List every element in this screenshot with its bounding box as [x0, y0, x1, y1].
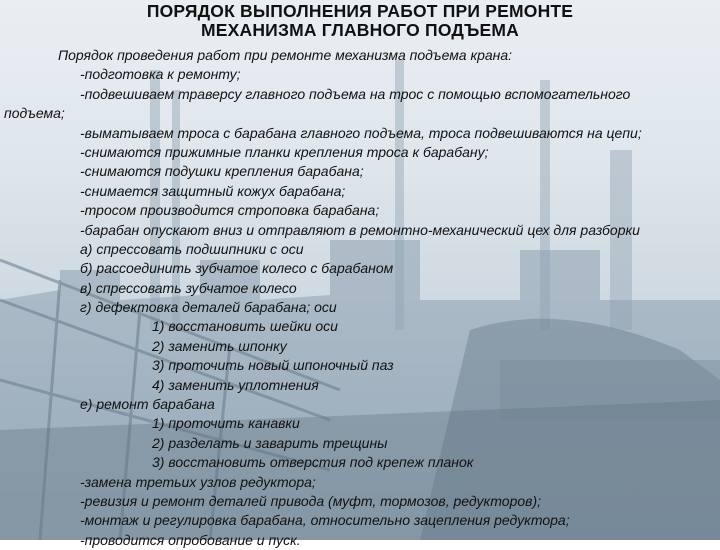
- slide-body: [0, 46, 720, 550]
- list-item: -монтаж и регулировка барабана, относительно зацепления редуктора;: [80, 512, 570, 529]
- sub-item: в) спрессовать зубчатое колесо: [80, 279, 297, 296]
- slide-title: [60, 2, 660, 40]
- list-item: -выматываем троса с барабана главного подъема, троса подвешиваются на цепи;: [80, 124, 642, 141]
- sub-sub-item: 1) восстановить шейки оси: [152, 318, 338, 335]
- list-item: -снимается защитный кожух барабана;: [80, 182, 346, 199]
- list-item: -подготовка к ремонту;: [80, 66, 241, 83]
- list-item: -барабан опускают вниз и отправляют в ремонтно-механический цех для разборки: [80, 221, 640, 238]
- sub-sub-item: 2) заменить шпонку: [152, 337, 287, 354]
- list-item-continuation: подъема;: [4, 105, 65, 122]
- list-item: -замена третьих узлов редуктора;: [80, 473, 316, 490]
- sub-item: е) ремонт барабана: [80, 396, 215, 413]
- sub-item: б) рассоединить зубчатое колесо с барабаном: [80, 260, 394, 277]
- title-line-2: МЕХАНИЗМА ГЛАВНОГО ПОДЪЕМА: [200, 20, 519, 40]
- list-item: -ревизия и ремонт деталей привода (муфт, тормозов, редукторов);: [80, 492, 541, 509]
- list-item: -подвешиваем траверсу главного подъема на трос с помощью вспомогательного: [80, 85, 631, 102]
- sub-item: а) спрессовать подшипники с оси: [80, 240, 304, 257]
- sub-item: г) дефектовка деталей барабана; оси: [80, 299, 337, 316]
- sub-sub-item: 2) разделать и заварить трещины: [152, 434, 388, 451]
- sub-sub-item: 3) восстановить отверстия под крепеж планок: [152, 454, 474, 471]
- intro-line: Порядок проведения работ при ремонте механизма подъема крана:: [58, 47, 513, 63]
- sub-sub-item: 4) заменить уплотнения: [152, 376, 319, 393]
- title-line-1: ПОРЯДОК ВЫПОЛНЕНИЯ РАБОТ ПРИ РЕМОНТЕ: [146, 1, 574, 21]
- sub-sub-item: 1) проточить канавки: [152, 415, 300, 432]
- list-item: -снимаются прижимные планки крепления троса к барабану;: [80, 143, 489, 160]
- list-item: -снимаются подушки крепления барабана;: [80, 163, 364, 180]
- list-item: -проводится опробование и пуск.: [80, 531, 301, 548]
- list-item: -тросом производится строповка барабана;: [80, 202, 380, 219]
- sub-sub-item: 3) проточить новый шпоночный паз: [152, 357, 394, 374]
